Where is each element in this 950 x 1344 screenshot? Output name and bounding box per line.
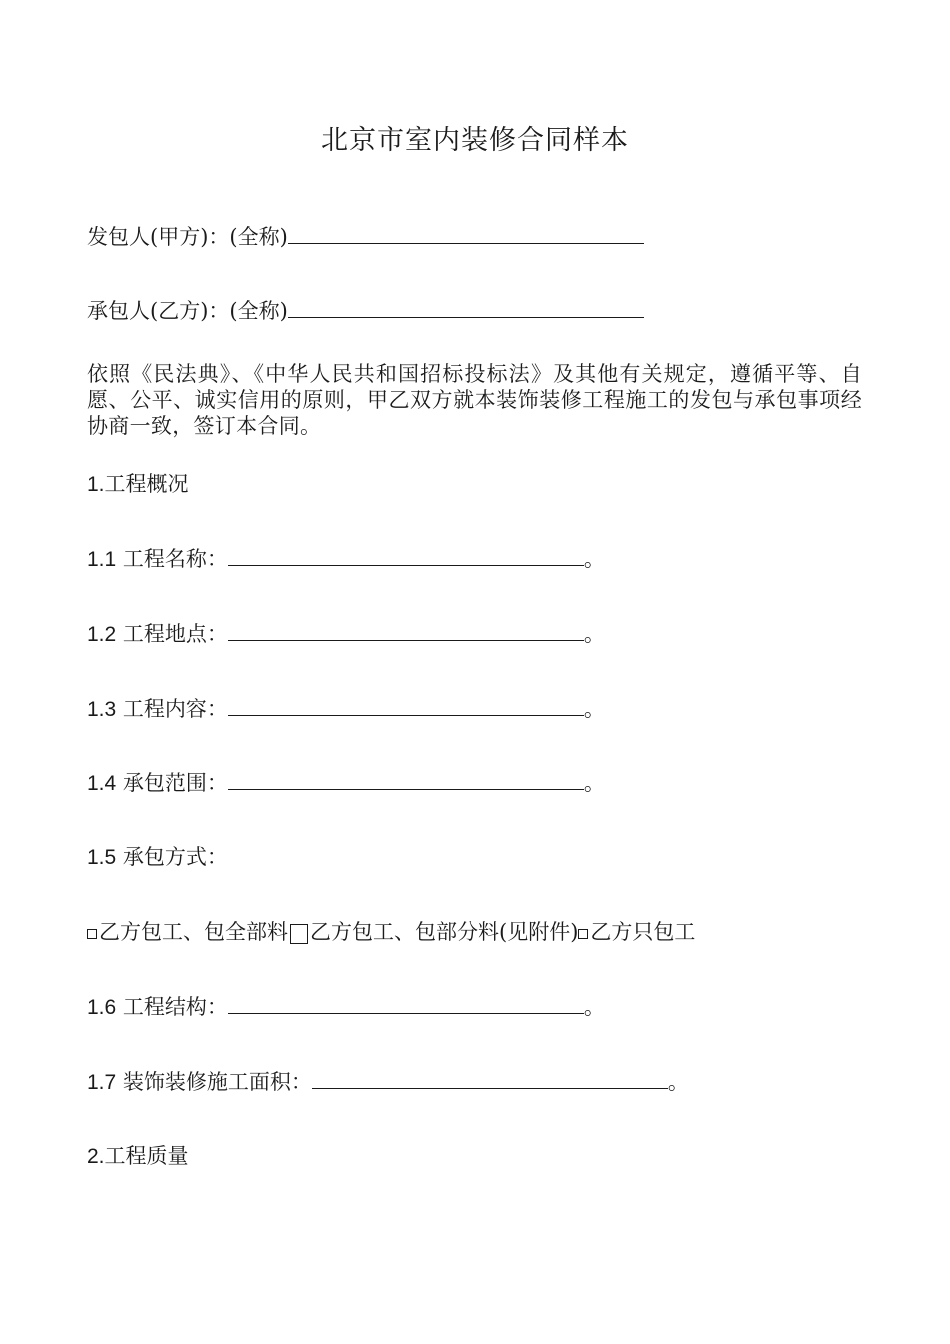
party-b-label: 承包人(乙方)：(全称) <box>87 299 288 323</box>
item-label: 工程结构： <box>122 995 228 1019</box>
item-label: 工程地点： <box>122 622 228 646</box>
section-1-heading <box>87 469 189 500</box>
item-number: 1.2 <box>87 623 117 646</box>
item-label: 承包方式： <box>122 845 228 869</box>
option-2-checkbox[interactable] <box>290 924 308 944</box>
item-end: 。 <box>583 995 605 1019</box>
item-1-1 <box>87 543 605 575</box>
option-3-checkbox[interactable] <box>578 929 588 939</box>
item-blank[interactable] <box>228 543 584 566</box>
item-1-2 <box>87 618 605 650</box>
party-b-blank[interactable] <box>288 295 644 318</box>
item-label: 工程内容： <box>122 697 228 721</box>
item-1-7 <box>87 1066 689 1098</box>
contract-options <box>87 917 695 947</box>
item-label: 工程名称： <box>122 547 228 571</box>
item-number: 1.7 <box>87 1071 117 1094</box>
party-a-blank[interactable] <box>288 221 644 244</box>
item-end: 。 <box>583 547 605 571</box>
item-1-5 <box>87 842 228 873</box>
section-1-number: 1. <box>87 473 105 496</box>
option-1-checkbox[interactable] <box>87 929 97 939</box>
section-1-title: 工程概况 <box>104 472 189 496</box>
item-blank[interactable] <box>228 991 584 1014</box>
option-3-label: 乙方只包工 <box>590 920 696 944</box>
item-1-6 <box>87 991 605 1023</box>
item-1-3 <box>87 693 605 725</box>
intro-paragraph: 依照《民法典》、《中华人民共和国招标投标法》及其他有关规定，遵循平等、自愿、公平、诚实信用的原则，甲乙双方就本装饰装修工程施工的发包与承包事项经协商一致，签订本合同。 <box>87 362 862 438</box>
option-1-label: 乙方包工、包全部料 <box>99 920 288 944</box>
item-1-4 <box>87 767 605 799</box>
item-blank[interactable] <box>228 767 584 790</box>
item-number: 1.6 <box>87 996 117 1019</box>
item-number: 1.4 <box>87 772 117 795</box>
section-2-heading <box>87 1141 189 1172</box>
party-b-line <box>87 295 644 326</box>
party-a-line <box>87 221 644 252</box>
item-number: 1.1 <box>87 548 117 571</box>
item-label: 承包范围： <box>122 771 228 795</box>
section-2-title: 工程质量 <box>104 1144 189 1168</box>
item-blank[interactable] <box>312 1066 668 1089</box>
item-blank[interactable] <box>228 618 584 641</box>
item-end: 。 <box>667 1070 689 1094</box>
item-label: 装饰装修施工面积： <box>122 1070 312 1094</box>
item-end: 。 <box>583 697 605 721</box>
page-title: 北京市室内装修合同样本 <box>321 125 629 156</box>
option-2-label: 乙方包工、包部分料(见附件) <box>310 920 579 944</box>
item-number: 1.5 <box>87 846 117 869</box>
item-number: 1.3 <box>87 698 117 721</box>
item-blank[interactable] <box>228 693 584 716</box>
party-a-label: 发包人(甲方)：(全称) <box>87 225 288 249</box>
item-end: 。 <box>583 771 605 795</box>
item-end: 。 <box>583 622 605 646</box>
section-2-number: 2. <box>87 1145 105 1168</box>
